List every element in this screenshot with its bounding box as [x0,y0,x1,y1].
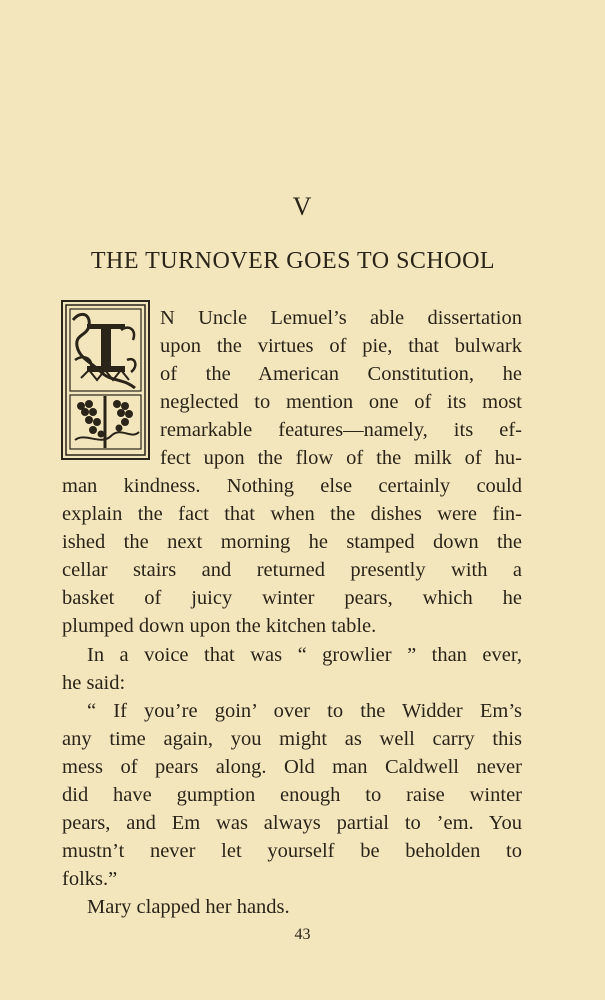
text-line: N Uncle Lemuel’s able dissertation [160,307,522,329]
chapter-number: V [292,192,313,221]
text-line: folks.” [62,868,118,890]
text-line: Mary clapped her hands. [87,896,290,918]
text-line: mess of pears along. Old man Caldwell never [62,756,522,778]
text-line: upon the virtues of pie, that bulwark [160,335,522,357]
text-line: remarkable features—namely, its ef- [160,419,522,441]
page-number: 43 [294,926,311,943]
text-line: explain the fact that when the dishes were fin- [62,503,522,525]
chapter-title: THE TURNOVER GOES TO SCHOOL [90,248,496,274]
text-line: of the American Constitution, he [160,363,522,385]
text-line: any time again, you might as well carry this [62,728,522,750]
text-line: basket of juicy winter pears, which he [62,587,522,609]
text-line: pears, and Em was always partial to ’em. You [62,812,522,834]
text-line: “ If you’re goin’ over to the Widder Em’s [87,700,522,722]
text-line: mustn’t never let yourself be beholden to [62,840,522,862]
text-line: In a voice that was “ growlier ” than ever, [87,644,522,666]
text-line: did have gumption enough to raise winter [62,784,522,806]
text-line: cellar stairs and returned presently with a [62,559,522,581]
text-line: man kindness. Nothing else certainly could [62,475,522,497]
text-line: neglected to mention one of its most [160,391,522,413]
ornamental-dropcap-i [61,300,150,460]
text-line: plumped down upon the kitchen table. [62,615,377,637]
text-line: fect upon the flow of the milk of hu- [160,447,522,469]
text-line: ished the next morning he stamped down the [62,531,522,553]
text-line: he said: [62,672,126,694]
